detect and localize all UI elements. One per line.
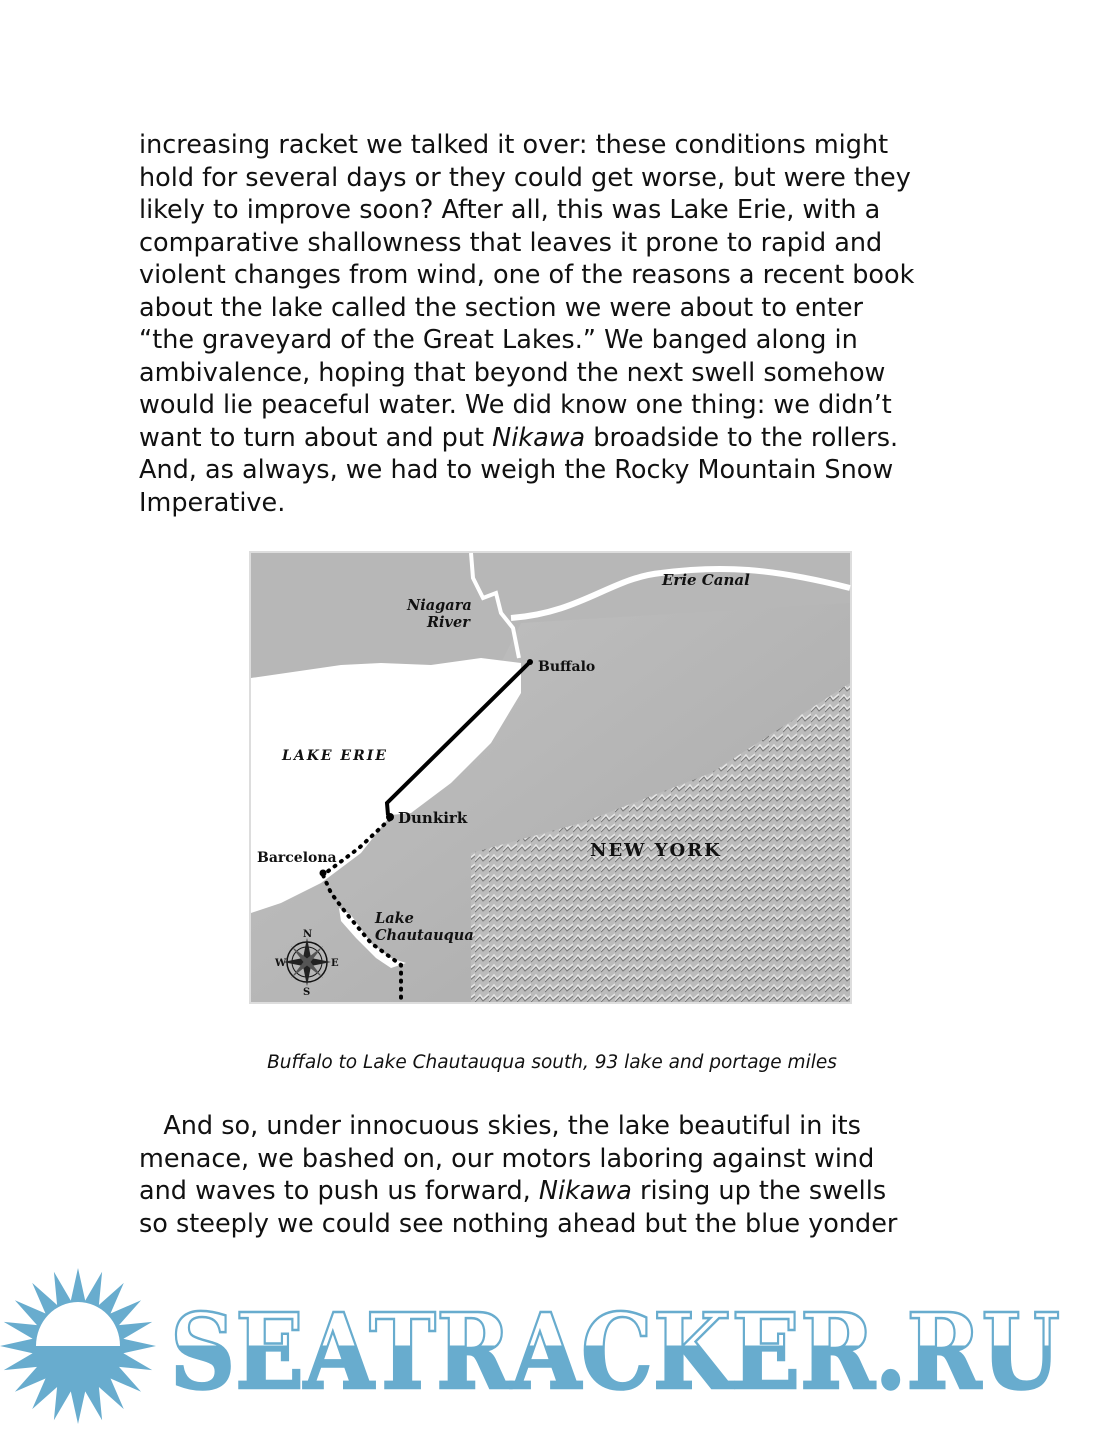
compass-s: S: [303, 987, 311, 998]
body-paragraph-1: [139, 129, 914, 519]
compass-e: E: [331, 958, 339, 969]
lake-label: Lake: [375, 910, 414, 927]
text-span: want to turn about and put: [139, 422, 493, 453]
compass-n: N: [303, 929, 313, 940]
river-label: River: [427, 614, 470, 631]
text-line: [139, 422, 914, 455]
text-line: ambivalence, hoping that beyond the next swell somehow: [139, 357, 886, 388]
text-line: so steeply we could see nothing ahead but the blue yonder: [139, 1208, 898, 1239]
text-span: broadside to the rollers.: [585, 422, 899, 453]
text-line: And, as always, we had to weigh the Rocky Mountain Snow: [139, 455, 894, 485]
text-line: increasing racket we talked it over: these conditions might: [139, 130, 889, 160]
text-line: “the graveyard of the Great Lakes.” We banged along in: [139, 325, 858, 355]
compass-w: W: [275, 958, 287, 969]
text-line: menace, we bashed on, our motors laboring against wind: [139, 1143, 875, 1174]
text-line: would lie peaceful water. We did know one thing: we didn’t: [139, 390, 892, 420]
watermark-logo: [0, 1262, 1080, 1425]
buffalo-label: Buffalo: [538, 659, 596, 675]
text-line: Imperative.: [139, 487, 286, 518]
dunkirk-label: Dunkirk: [398, 809, 468, 827]
niagara-label: Niagara: [407, 597, 472, 614]
text-line: And so, under innocuous skies, the lake beautiful in its: [139, 1111, 861, 1141]
boat-name: Nikawa: [538, 1176, 632, 1206]
watermark-text: SEATRACKER.RU: [170, 1290, 1060, 1413]
dunkirk-marker: [386, 813, 394, 821]
sun-icon: [0, 1268, 156, 1424]
lake-erie-label: LAKE ERIE: [282, 748, 388, 764]
map-caption: Buffalo to Lake Chautauqua south, 93 lake and portage miles: [267, 1052, 837, 1073]
body-paragraph-2: [139, 1110, 897, 1240]
text-line: likely to improve soon? After all, this was Lake Erie, with a: [139, 195, 881, 225]
barcelona-marker: [320, 870, 327, 877]
boat-name: Nikawa: [492, 422, 586, 453]
text-line: hold for several days or they could get worse, but were they: [139, 162, 911, 193]
buffalo-marker: [527, 659, 533, 665]
text-line: violent changes from wind, one of the reasons a recent book: [139, 260, 915, 290]
new-york-label: NEW YORK: [590, 840, 722, 861]
text-span: rising up the swells: [631, 1176, 887, 1206]
text-span: and waves to push us forward,: [139, 1176, 539, 1206]
erie-canal-label: Erie Canal: [662, 571, 750, 589]
chautauqua-label: Chautauqua: [375, 927, 474, 944]
text-line: about the lake called the section we were about to enter: [139, 292, 864, 323]
text-line: comparative shallowness that leaves it prone to rapid and: [139, 227, 883, 258]
route-map: [249, 551, 852, 1004]
barcelona-label: Barcelona: [257, 850, 337, 866]
text-line: [139, 1175, 897, 1208]
